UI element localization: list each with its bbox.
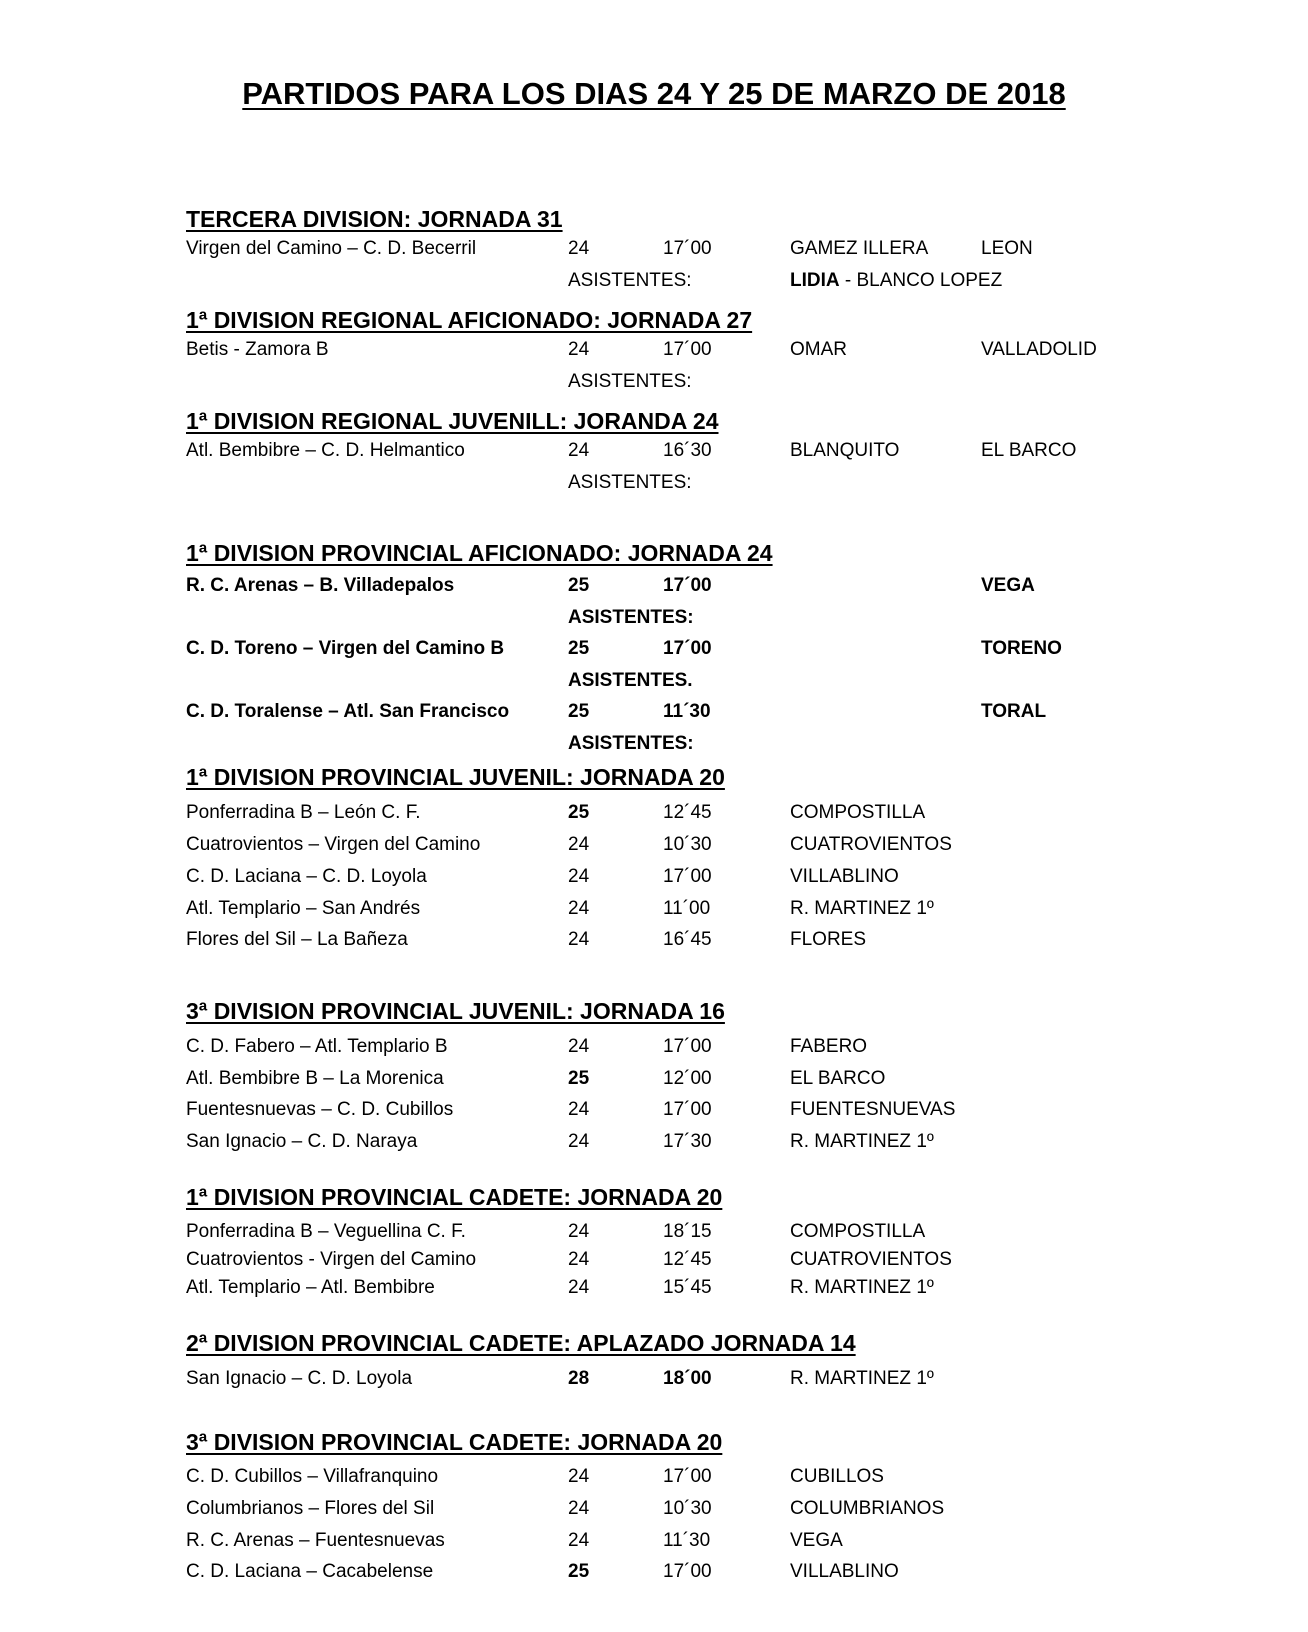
match-venue: VILLABLINO bbox=[790, 1561, 899, 1582]
match-row bbox=[0, 1065, 1308, 1093]
match-day: 24 bbox=[568, 834, 590, 855]
match-teams: Atl. Bembibre – C. D. Helmantico bbox=[186, 440, 465, 461]
match-teams: C. D. Fabero – Atl. Templario B bbox=[186, 1036, 448, 1057]
asistentes-label: ASISTENTES: bbox=[568, 607, 694, 628]
match-venue: R. MARTINEZ 1º bbox=[790, 1368, 934, 1389]
match-row bbox=[0, 698, 1308, 726]
match-teams: Atl. Templario – San Andrés bbox=[186, 898, 421, 919]
match-row bbox=[0, 1274, 1308, 1302]
asistentes-row bbox=[568, 604, 694, 632]
match-time: 17´30 bbox=[663, 1131, 712, 1152]
match-venue: FLORES bbox=[790, 929, 867, 950]
match-day: 24 bbox=[568, 1277, 590, 1298]
section-heading: 1ª DIVISION PROVINCIAL JUVENIL: JORNADA 20 bbox=[186, 764, 725, 790]
match-venue: CUATROVIENTOS bbox=[790, 834, 952, 855]
match-row bbox=[0, 336, 1308, 364]
section-heading: TERCERA DIVISION: JORNADA 31 bbox=[186, 206, 563, 232]
match-row bbox=[0, 1527, 1308, 1555]
match-row bbox=[0, 1365, 1308, 1393]
section-heading: 1ª DIVISION REGIONAL AFICIONADO: JORNADA 27 bbox=[186, 307, 753, 333]
match-row bbox=[0, 1096, 1308, 1124]
match-venue: LEON bbox=[981, 238, 1033, 259]
match-day: 25 bbox=[568, 638, 590, 659]
match-day: 25 bbox=[568, 575, 590, 596]
match-day: 24 bbox=[568, 238, 590, 259]
match-row bbox=[0, 1128, 1308, 1156]
asistentes-row bbox=[568, 730, 694, 758]
match-teams: Cuatrovientos - Virgen del Camino bbox=[186, 1249, 477, 1270]
match-teams: Cuatrovientos – Virgen del Camino bbox=[186, 834, 481, 855]
match-venue: VEGA bbox=[981, 575, 1035, 596]
match-time: 12´45 bbox=[663, 1249, 712, 1270]
match-referee: BLANQUITO bbox=[790, 440, 900, 461]
match-row bbox=[0, 572, 1308, 600]
match-day: 24 bbox=[568, 339, 590, 360]
match-teams: Ponferradina B – León C. F. bbox=[186, 802, 421, 823]
match-day: 24 bbox=[568, 1466, 590, 1487]
match-teams: C. D. Toreno – Virgen del Camino B bbox=[186, 638, 505, 659]
match-day: 25 bbox=[568, 701, 590, 722]
match-time: 17´00 bbox=[663, 638, 712, 659]
match-teams: San Ignacio – C. D. Loyola bbox=[186, 1368, 413, 1389]
match-teams: San Ignacio – C. D. Naraya bbox=[186, 1131, 418, 1152]
match-time: 15´45 bbox=[663, 1277, 712, 1298]
asistentes-label: ASISTENTES: bbox=[568, 270, 692, 291]
match-teams: C. D. Laciana – Cacabelense bbox=[186, 1561, 434, 1582]
section-heading: 3ª DIVISION PROVINCIAL JUVENIL: JORNADA 16 bbox=[186, 998, 725, 1024]
match-venue: TORAL bbox=[981, 701, 1047, 722]
match-row bbox=[0, 895, 1308, 923]
match-time: 11´30 bbox=[663, 1530, 711, 1551]
asistentes-label: ASISTENTES. bbox=[568, 670, 693, 691]
asistentes-row bbox=[568, 267, 1003, 295]
match-teams: C. D. Laciana – C. D. Loyola bbox=[186, 866, 427, 887]
match-time: 12´45 bbox=[663, 802, 712, 823]
match-day: 28 bbox=[568, 1368, 590, 1389]
match-time: 10´30 bbox=[663, 834, 712, 855]
match-time: 11´00 bbox=[663, 898, 711, 919]
match-time: 16´30 bbox=[663, 440, 712, 461]
match-row bbox=[0, 831, 1308, 859]
match-venue: VILLABLINO bbox=[790, 866, 899, 887]
match-row bbox=[0, 1463, 1308, 1491]
match-time: 17´00 bbox=[663, 1099, 712, 1120]
match-day: 24 bbox=[568, 866, 590, 887]
match-teams: Virgen del Camino – C. D. Becerril bbox=[186, 238, 477, 259]
match-venue: COLUMBRIANOS bbox=[790, 1498, 945, 1519]
asistente-bold-name: LIDIA bbox=[790, 270, 840, 291]
match-venue: VALLADOLID bbox=[981, 339, 1097, 360]
match-venue: TORENO bbox=[981, 638, 1062, 659]
match-day: 24 bbox=[568, 1221, 590, 1242]
match-time: 17´00 bbox=[663, 1561, 712, 1582]
section-heading: 3ª DIVISION PROVINCIAL CADETE: JORNADA 20 bbox=[186, 1429, 723, 1455]
match-row bbox=[0, 1246, 1308, 1274]
match-venue: FABERO bbox=[790, 1036, 868, 1057]
match-referee: GAMEZ ILLERA bbox=[790, 238, 929, 259]
match-venue: VEGA bbox=[790, 1530, 843, 1551]
match-teams: C. D. Cubillos – Villafranquino bbox=[186, 1466, 439, 1487]
match-day: 24 bbox=[568, 1530, 590, 1551]
match-row bbox=[0, 1218, 1308, 1246]
match-referee: OMAR bbox=[790, 339, 847, 360]
match-day: 25 bbox=[568, 1561, 590, 1582]
section-heading: 1ª DIVISION REGIONAL JUVENILL: JORANDA 24 bbox=[186, 408, 719, 434]
match-time: 17´00 bbox=[663, 339, 712, 360]
match-venue: EL BARCO bbox=[790, 1068, 886, 1089]
asistentes-label: ASISTENTES: bbox=[568, 472, 692, 493]
match-day: 25 bbox=[568, 802, 590, 823]
match-time: 16´45 bbox=[663, 929, 712, 950]
match-time: 17´00 bbox=[663, 866, 712, 887]
match-teams: Flores del Sil – La Bañeza bbox=[186, 929, 408, 950]
match-day: 24 bbox=[568, 1498, 590, 1519]
match-row bbox=[0, 235, 1308, 263]
asistente-rest-names: - BLANCO LOPEZ bbox=[839, 270, 1003, 291]
match-time: 18´00 bbox=[663, 1368, 712, 1389]
section-heading: 1ª DIVISION PROVINCIAL CADETE: JORNADA 20 bbox=[186, 1184, 723, 1210]
match-row bbox=[0, 799, 1308, 827]
match-day: 24 bbox=[568, 1099, 590, 1120]
match-venue: COMPOSTILLA bbox=[790, 1221, 926, 1242]
asistentes-label: ASISTENTES: bbox=[568, 733, 694, 754]
match-time: 18´15 bbox=[663, 1221, 712, 1242]
match-row bbox=[0, 926, 1308, 954]
match-teams: R. C. Arenas – Fuentesnuevas bbox=[186, 1530, 445, 1551]
match-day: 24 bbox=[568, 929, 590, 950]
section-heading: 2ª DIVISION PROVINCIAL CADETE: APLAZADO JORNADA 14 bbox=[186, 1330, 856, 1356]
match-teams: R. C. Arenas – B. Villadepalos bbox=[186, 575, 455, 596]
match-row bbox=[0, 635, 1308, 663]
match-venue: COMPOSTILLA bbox=[790, 802, 926, 823]
match-venue: R. MARTINEZ 1º bbox=[790, 898, 934, 919]
match-time: 12´00 bbox=[663, 1068, 712, 1089]
match-row bbox=[0, 1495, 1308, 1523]
match-row bbox=[0, 863, 1308, 891]
match-teams: Atl. Templario – Atl. Bembibre bbox=[186, 1277, 435, 1298]
match-venue: FUENTESNUEVAS bbox=[790, 1099, 956, 1120]
match-teams: Fuentesnuevas – C. D. Cubillos bbox=[186, 1099, 454, 1120]
match-row bbox=[0, 437, 1308, 465]
match-row bbox=[0, 1033, 1308, 1061]
match-day: 24 bbox=[568, 1249, 590, 1270]
match-day: 24 bbox=[568, 440, 590, 461]
match-venue: CUBILLOS bbox=[790, 1466, 884, 1487]
match-time: 17´00 bbox=[663, 238, 712, 259]
match-day: 24 bbox=[568, 1036, 590, 1057]
match-teams: Ponferradina B – Veguellina C. F. bbox=[186, 1221, 466, 1242]
match-day: 24 bbox=[568, 898, 590, 919]
asistentes-names bbox=[790, 267, 1002, 295]
match-time: 17´00 bbox=[663, 1466, 712, 1487]
match-row bbox=[0, 1558, 1308, 1586]
match-venue: EL BARCO bbox=[981, 440, 1077, 461]
match-venue: CUATROVIENTOS bbox=[790, 1249, 952, 1270]
match-time: 17´00 bbox=[663, 1036, 712, 1057]
match-time: 17´00 bbox=[663, 575, 712, 596]
match-time: 10´30 bbox=[663, 1498, 712, 1519]
page-title: PARTIDOS PARA LOS DIAS 24 Y 25 DE MARZO DE 2018 bbox=[242, 76, 1066, 111]
asistentes-row bbox=[568, 667, 693, 695]
match-time: 11´30 bbox=[663, 701, 711, 722]
match-teams: C. D. Toralense – Atl. San Francisco bbox=[186, 701, 510, 722]
asistentes-row bbox=[568, 469, 692, 497]
match-venue: R. MARTINEZ 1º bbox=[790, 1131, 934, 1152]
match-teams: Columbrianos – Flores del Sil bbox=[186, 1498, 435, 1519]
match-teams: Atl. Bembibre B – La Morenica bbox=[186, 1068, 444, 1089]
asistentes-row bbox=[568, 368, 692, 396]
asistentes-label: ASISTENTES: bbox=[568, 371, 692, 392]
match-teams: Betis - Zamora B bbox=[186, 339, 329, 360]
match-venue: R. MARTINEZ 1º bbox=[790, 1277, 934, 1298]
match-day: 25 bbox=[568, 1068, 590, 1089]
section-heading: 1ª DIVISION PROVINCIAL AFICIONADO: JORNADA 24 bbox=[186, 540, 773, 566]
match-day: 24 bbox=[568, 1131, 590, 1152]
